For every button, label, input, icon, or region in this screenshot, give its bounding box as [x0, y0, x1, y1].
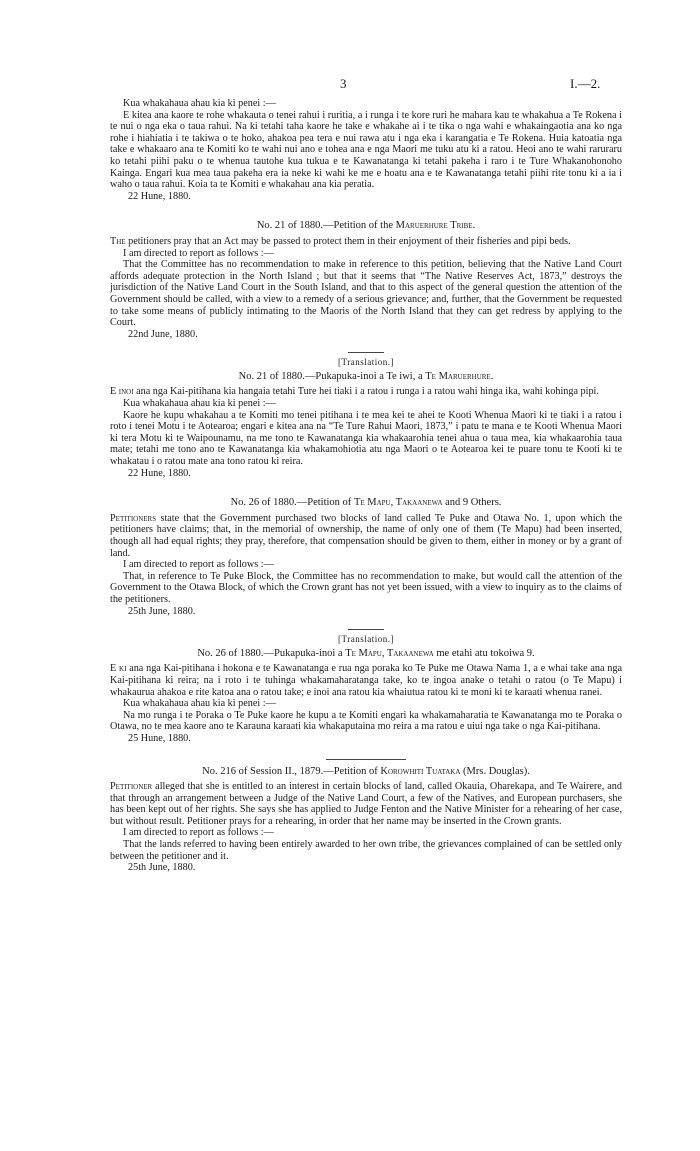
- page-number: 3: [340, 76, 347, 91]
- petition-heading: [110, 648, 622, 660]
- petition-heading: [110, 766, 622, 778]
- document-reference: I.—2.: [570, 76, 601, 91]
- summary-text: alleged that she is entitled to an interest in certain blocks of land, called Okauia, Oharekapa, and Te Wairere, and that through an arrangement between a Judge of the Native Land Court, a few of the Natives, and European purchasers, she has been kept out of her rights. She says she has applied to Judge Fenton and the Native Minister for a rehearing of her case, but without result. Petitioner prays for a rehearing, in order that her name may be inserted in the Crown grants.: [110, 781, 622, 827]
- lead-word: Petitioners: [110, 512, 157, 524]
- report-paragraph: That, in reference to Te Puke Block, the Committee has no recommendation to make, but would call the attention of the Government to the Otawa Block, of which the Crown grant has not yet been issued, with a view to inquiry as to the claims of the petitioners.: [110, 570, 622, 605]
- heading-text: No. 26 of 1880.—Petition of: [230, 497, 354, 509]
- translation-label: [Translation.]: [338, 634, 394, 645]
- report-date: 25 Hune, 1880.: [128, 732, 191, 744]
- petition-summary: [110, 513, 622, 559]
- heading-text: No. 21 of 1880.—Pukapuka-inoi a Te iwi, a: [238, 370, 426, 382]
- report-date: 22nd June, 1880.: [128, 328, 198, 340]
- petitioner-name: Korowhiti Tuataka: [380, 765, 461, 777]
- page-content: [110, 98, 622, 874]
- report-date: 22 Hune, 1880.: [128, 467, 191, 479]
- directive-line: I am directed to report as follows :—: [123, 247, 274, 259]
- heading-suffix: (Mrs. Douglas).: [460, 765, 530, 777]
- heading-text: No. 216 of Session II., 1879.—Petition of: [202, 765, 381, 777]
- directive-line: I am directed to report as follows :—: [123, 559, 274, 571]
- heading-suffix: and 9 Others.: [442, 497, 502, 509]
- summary-text: ana nga Kai-pitihana i hokona e te Kawanatanga e rua nga poraka ko Te Puke me Otawa Nama 1, a e whai take ana nga Kai-pitihana ki reira; na i roto i te tuhinga whakamaharatanga take, ko te ingoa anake o tetahi o ratou (o Te Mapu) i whakauruа ahakoa e rite katoa ana o ratou take; e inoi ana ratou kia whaiutua ratou ki te moni ki te karaati whenua ranei.: [110, 663, 623, 698]
- report-paragraph: That the Committee has no recommendation to make in reference to this petition, believing that the Native Land Court affords adequate protection in the North Island ; but that it seems that “The Native Reserves Act, 1873,” destroys the jurisdiction of the Native Land Court in the South Island, and that to this aspect of the general question the attention of the Government should be called, with a view to a remedy of a serious grievance; and, further, that the Government be requested to take some means of publicly intimating to the Maoris of the North Island that they can get redress by applying to the Court.: [110, 259, 622, 329]
- translation-label: [Translation.]: [338, 357, 394, 368]
- summary-text: state that the Government purchased two blocks of land called Te Puke and Otawa No. 1, upon which the petitioners have claims; that, in the memorial of ownership, the name of only one of them (Te Mapu) had been inserted, though all had equal rights; they pray, therefore, that compensation should be given to them, either in money or by a grant of land.: [110, 512, 622, 559]
- section-divider: [348, 352, 384, 353]
- report-date: 22 Hune, 1880.: [128, 190, 191, 202]
- petitioner-name: Maruerhure Tribe.: [395, 220, 476, 232]
- directive-line: I am directed to report as follows :—: [123, 827, 274, 839]
- report-paragraph: E kitea ana kaore te rohe whakauta o tenei rahui i ruritia, a i runga i te kore ruri he mahara kau te whakahua a Te Rokena i te nui o nga eka o taua rahui. Na ki tetahi taha kaore he take e whakahe ai i te tika o nga wahi e whakaingaotia ana ko nga rohe i hiahiatia i te takiwa o te hoko, ahakoa pea tera e nui rawa atu i nga eka i karangatia e Te Rokena. Huia katoatia nga take e whakaaro ana te Komiti ko te wahi nui ano e tohea ana e nga Maori me tuku atu ki a ratou. Heoi ano te wahi raruraru ko tetahi piihi paku o te whenua tautohe kua tukua e te Kawanatanga ki tetahi pakeha i raro i te Ture Whakanohonoho Kainga. Engari kua mea taua pakeha era ia neke ki wahi ke me e hoatu ana e te Kawanatanga tetahi piihi rite tonu ki a ia i waho o taua rahui. Koia ta te Komiti e whakahau ana kia peratia.: [110, 109, 622, 191]
- lead-word: E ki: [110, 663, 127, 675]
- petition-heading: [110, 220, 622, 232]
- lead-word: Petitioner: [110, 781, 153, 793]
- directive-line: Kua whakahaua ahau kia ki penei :—: [123, 398, 276, 410]
- report-date: 25th June, 1880.: [128, 605, 196, 617]
- petition-summary: [110, 236, 622, 248]
- petition-summary: [110, 386, 622, 398]
- directive-line: Kua whakahaua ahau kia ki penei :—: [123, 98, 276, 109]
- petition-heading: [110, 497, 622, 509]
- petitioner-name: Te Mapu, Takaanewa: [345, 647, 434, 659]
- summary-text: petitioners pray that an Act may be passed to protect them in their enjoyment of their fisheries and pipi beds.: [125, 235, 571, 247]
- report-paragraph: Na mo runga i te Poraka o Te Puke kaore he kupu a te Komiti engari ka whakamaharatia te Kawanatanga mo te Poraka o Otawa, no te mea kaore ano te Karauna karaati kia whakaputaina mo reira a ma ratou e uiui nga take o nga Kai-pitihana.: [110, 709, 622, 733]
- summary-text: ana nga Kai-pitihana kia hangaia tetahi Ture hei tiaki i a ratou i runga i a ratou wahi hinga ika, wahi kohinga pipi.: [133, 386, 599, 398]
- directive-line: Kua whakahaua ahau kia ki penei :—: [123, 698, 276, 710]
- heading-text: No. 21 of 1880.—Petition of the: [256, 220, 396, 232]
- report-date: 25th June, 1880.: [128, 862, 196, 874]
- section-divider: [348, 629, 384, 630]
- lead-word: E inoi: [110, 386, 134, 398]
- petitioner-name: Te Mapu, Takaanewa: [353, 497, 443, 509]
- petition-summary: [110, 663, 622, 698]
- petition-heading: [110, 371, 622, 383]
- report-paragraph: Kaore he kupu whakahau a te Komiti mo tenei pitihana i te mea kei te ahei te Kooti Whenua Maori ki te tiaki i a ratou i roto i tenei Motu i te Aotearoa; engari e kitea ana na “Te Ture Rahui Maori, 1873,” i patu te mana e te Kooti Whenua Maori ki tera Motu ki te Waipounamu, na me tono te Kawanatanga kia whakaarohia tenei ahua o taua mea, kia whakaarohia taua mate; tetahi me tono ano te Kawanatanga kia whakamohiotia atu nga Maori o te Aotearoa kei te puare tonu te Kooti ki te whakatau i o ratou mate ana tono ratou ki reira.: [110, 409, 622, 468]
- heading-suffix: me etahi atu tokoiwa 9.: [433, 647, 535, 659]
- report-paragraph: That the lands referred to having been entirely awarded to her own tribe, the grievances complained of can be settled only between the petitioner and it.: [110, 839, 622, 862]
- heading-text: No. 26 of 1880.—Pukapuka-inoi a: [197, 647, 346, 659]
- petitioner-name: Te Maruerhure.: [425, 370, 494, 382]
- petition-summary: [110, 781, 622, 827]
- section-divider: [326, 759, 406, 760]
- lead-word: The: [110, 235, 126, 247]
